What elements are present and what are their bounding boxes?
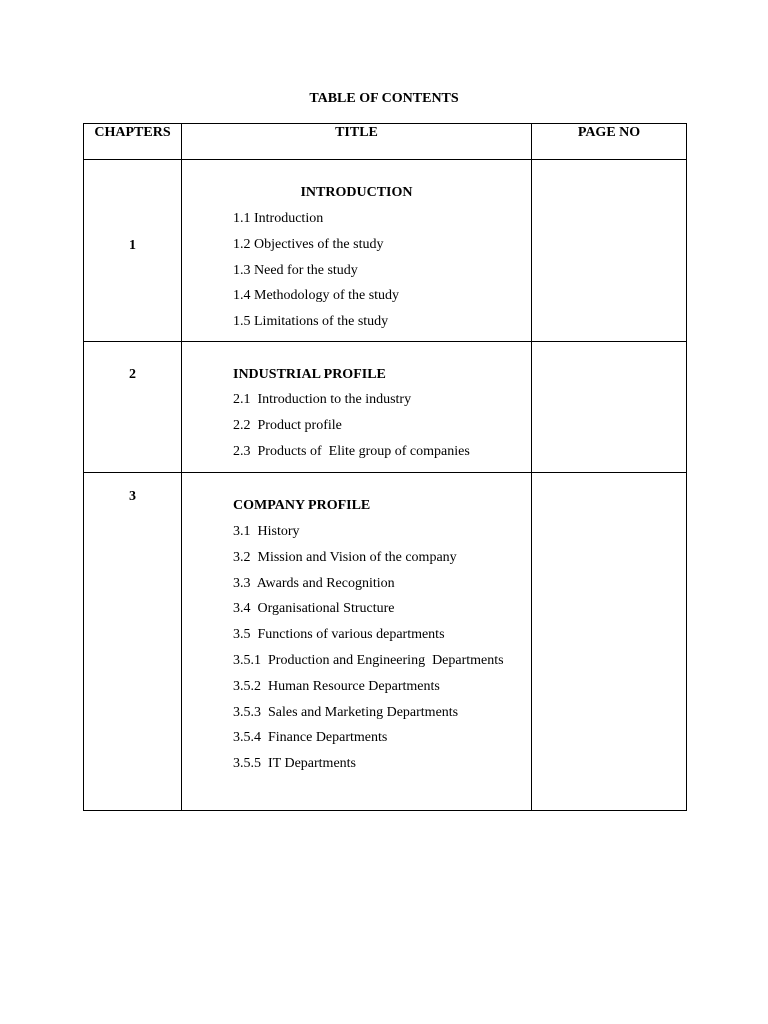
chapter-row-3	[84, 473, 687, 811]
chapter-number-cell	[84, 160, 182, 342]
document-title: TABLE OF CONTENTS	[309, 91, 459, 106]
section-item: 3.5.5 IT Departments	[233, 756, 356, 772]
chapter-heading: COMPANY PROFILE	[233, 498, 371, 513]
section-item: 1.1 Introduction	[233, 211, 324, 226]
section-item: 3.5.2 Human Resource Departments	[233, 678, 440, 694]
chapter-number-cell	[84, 473, 182, 811]
chapter-number: 3	[129, 489, 136, 504]
table-of-contents	[83, 123, 687, 811]
chapter-title-cell	[182, 473, 532, 811]
section-item: 3.5.1 Production and Engineering Departments	[233, 652, 504, 668]
section-item: 3.4 Organisational Structure	[233, 601, 395, 617]
section-item: 3.3 Awards and Recognition	[233, 575, 395, 591]
section-item: 1.2 Objectives of the study	[233, 236, 384, 252]
chapter-heading: INDUSTRIAL PROFILE	[233, 367, 386, 382]
section-list	[233, 210, 531, 331]
page-number-cell	[532, 473, 687, 811]
chapter-heading: INTRODUCTION	[300, 185, 413, 200]
page-number-cell	[532, 342, 687, 473]
section-item: 2.1 Introduction to the industry	[233, 392, 412, 407]
section-item: 1.4 Methodology of the study	[233, 288, 400, 304]
section-list	[233, 523, 531, 773]
table-header-row	[84, 124, 687, 160]
section-item: 3.1 History	[233, 524, 300, 539]
header-title: TITLE	[182, 124, 532, 160]
chapter-title-cell	[182, 342, 532, 473]
section-item: 3.2 Mission and Vision of the company	[233, 549, 457, 565]
chapter-row-2	[84, 342, 687, 473]
section-item: 2.3 Products of Elite group of companies	[233, 443, 470, 459]
chapter-row-1	[84, 160, 687, 342]
section-item: 1.5 Limitations of the study	[233, 314, 389, 330]
chapter-number-cell	[84, 342, 182, 473]
chapter-number: 2	[129, 367, 136, 382]
header-chapters: CHAPTERS	[84, 124, 182, 160]
section-item: 3.5 Functions of various departments	[233, 627, 445, 643]
section-item: 2.2 Product profile	[233, 417, 342, 433]
section-list	[233, 391, 531, 461]
chapter-title-cell	[182, 160, 532, 342]
section-item: 3.5.3 Sales and Marketing Departments	[233, 704, 459, 720]
header-page-no: PAGE NO	[532, 124, 687, 160]
page-number-cell	[532, 160, 687, 342]
section-item: 1.3 Need for the study	[233, 262, 358, 278]
chapter-number: 1	[129, 238, 136, 253]
section-item: 3.5.4 Finance Departments	[233, 730, 388, 746]
